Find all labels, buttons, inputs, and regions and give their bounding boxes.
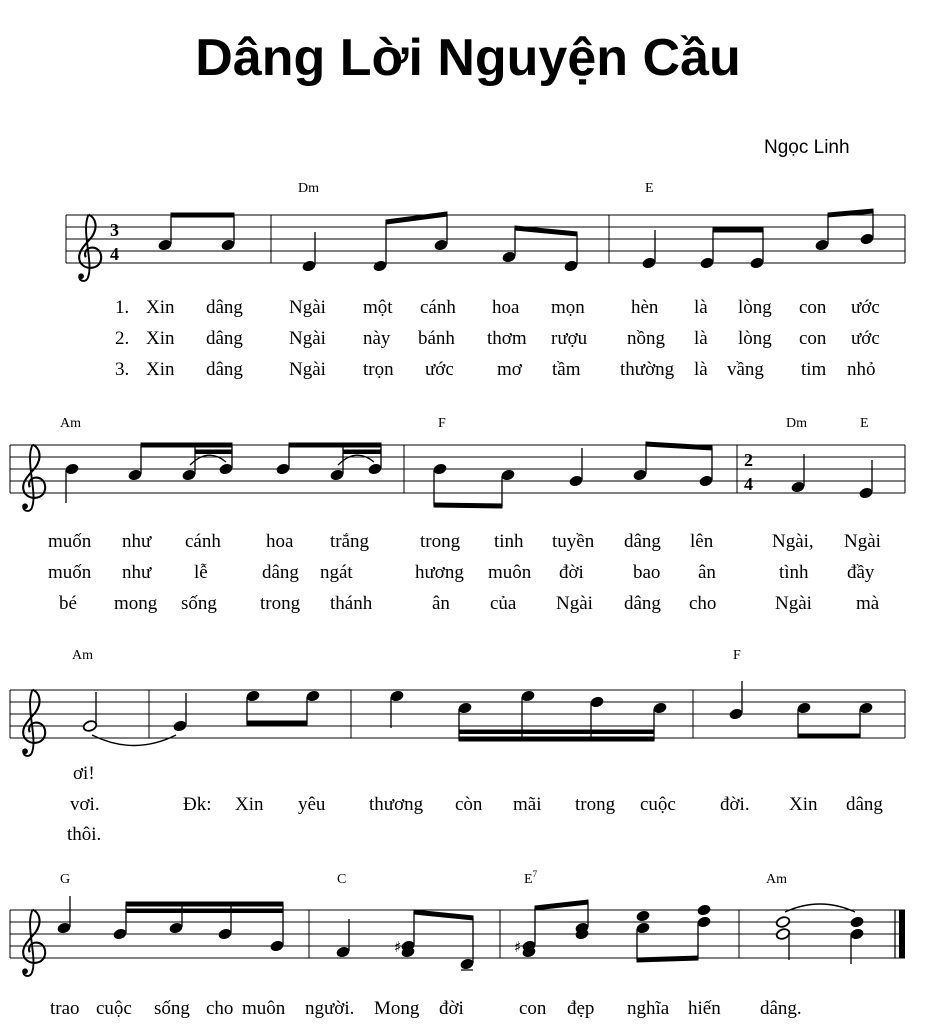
- lyric-syllable: một: [363, 297, 393, 318]
- chord-symbol: F: [438, 416, 446, 431]
- lyric-syllable: tình: [779, 562, 809, 583]
- lyric-syllable: ơi!: [73, 763, 95, 784]
- chord-symbol: Am: [60, 416, 81, 431]
- lyric-syllable: tuyền: [552, 531, 595, 552]
- lyric-syllable: dâng: [206, 297, 243, 318]
- lyric-syllable: trong: [260, 593, 301, 614]
- lyric-syllable: Xin: [146, 359, 175, 380]
- lyric-syllable: Xin: [146, 328, 175, 349]
- chord-symbol: C: [337, 872, 347, 887]
- verse-1-line: [48, 531, 881, 552]
- chord-symbol: Dm: [298, 181, 319, 196]
- lyric-syllable: đẹp: [567, 998, 595, 1019]
- treble-clef: [22, 690, 45, 756]
- lyric-syllable: lòng: [738, 297, 772, 318]
- lyric-syllable: dâng: [624, 593, 661, 614]
- verse-3-line: [115, 359, 876, 380]
- lyric-syllable: là: [694, 328, 708, 349]
- lyric-syllable: trao: [50, 998, 80, 1019]
- lyric-syllable: ước: [851, 297, 880, 318]
- lyric-syllable: đời: [439, 998, 464, 1019]
- lyric-syllable: của: [490, 593, 517, 614]
- lyric-syllable: nghĩa: [627, 998, 670, 1019]
- chord-symbol: E: [645, 181, 654, 196]
- time-signature-change-top: 2: [744, 450, 753, 470]
- lyric-syllable: Ngài: [289, 297, 326, 318]
- chord-extension: 7: [532, 869, 538, 879]
- staff-line-group-2: [10, 445, 905, 493]
- lyric-syllable: 2.: [115, 328, 130, 349]
- verse-2-line: [115, 328, 880, 349]
- lyric-syllable: trong: [420, 531, 461, 552]
- notes-staff-4: [57, 896, 864, 970]
- lyrics-system-1: [115, 297, 880, 380]
- lyric-syllable: muốn: [48, 562, 92, 583]
- lyrics-system-2: [48, 531, 881, 614]
- treble-clef: [78, 215, 101, 281]
- chord-symbol: G: [60, 872, 71, 887]
- lyric-syllable: thôi.: [67, 824, 102, 845]
- lyric-syllable: con: [519, 998, 547, 1019]
- lyric-syllable: ước: [425, 359, 454, 380]
- lyric-syllable: dâng: [206, 328, 243, 349]
- lyric-syllable: là: [694, 359, 708, 380]
- lyric-syllable: muôn: [242, 998, 286, 1019]
- lyric-syllable: lòng: [738, 328, 772, 349]
- lyric-syllable: bánh: [418, 328, 455, 349]
- notes-staff-3: [82, 681, 873, 746]
- lyric-syllable: trọn: [363, 359, 394, 380]
- lyric-syllable: con: [799, 328, 827, 349]
- lyrics-system-4: [50, 998, 802, 1019]
- lyric-syllable: hoa: [266, 531, 294, 552]
- lyric-syllable: cuộc: [96, 998, 132, 1019]
- lyric-syllable: lễ: [194, 562, 208, 583]
- chord-symbol: Am: [766, 872, 787, 887]
- lyric-syllable: 1.: [115, 297, 130, 318]
- chord-root: E: [524, 872, 533, 887]
- lyric-syllable: Ngài: [775, 593, 812, 614]
- lyric-syllable: vơi.: [70, 794, 100, 815]
- lyric-syllable: trắng: [330, 531, 370, 552]
- lyric-syllable: yêu: [298, 794, 326, 815]
- lyric-syllable: sống: [154, 998, 190, 1019]
- lyric-syllable: hèn: [631, 297, 659, 318]
- lyric-syllable: hương: [415, 562, 464, 583]
- lyric-syllable: hoa: [492, 297, 520, 318]
- lyric-syllable: là: [694, 297, 708, 318]
- lyric-syllable: đầy: [847, 562, 875, 583]
- lyric-syllable: ân: [432, 593, 450, 614]
- lyric-syllable: cho: [689, 593, 717, 614]
- chord-symbol: [524, 869, 538, 887]
- lyric-syllable: lên: [690, 531, 714, 552]
- chord-symbol: Dm: [786, 416, 807, 431]
- lyric-syllable: cánh: [420, 297, 456, 318]
- time-signature-bottom: 4: [110, 244, 119, 264]
- lyric-syllable: đời.: [720, 794, 750, 815]
- lyric-syllable: ước: [851, 328, 880, 349]
- lyric-syllable: cánh: [185, 531, 221, 552]
- lyric-syllable: trong: [575, 794, 616, 815]
- lyric-syllable: tầm: [552, 359, 581, 380]
- lyric-syllable: tinh: [494, 531, 524, 552]
- lyric-syllable: như: [122, 531, 152, 552]
- lyric-syllable: Đk:: [183, 794, 212, 815]
- lyric-syllable: 3.: [115, 359, 130, 380]
- lyric-syllable: này: [363, 328, 391, 349]
- lyric-syllable: dâng.: [760, 998, 802, 1019]
- lyric-syllable: rượu: [551, 328, 588, 349]
- lyric-syllable: cho: [206, 998, 234, 1019]
- lyric-syllable: đời: [559, 562, 584, 583]
- lyric-syllable: sống: [181, 593, 217, 614]
- time-signature-top: 3: [110, 220, 119, 240]
- lyric-syllable: người.: [305, 998, 355, 1019]
- lyric-syllable: ngát: [320, 562, 353, 583]
- lyric-syllable: Ngài,: [772, 531, 814, 552]
- lyric-syllable: nồng: [627, 328, 665, 349]
- lyric-syllable: Ngài: [289, 328, 326, 349]
- staff-line-group-3: [10, 690, 905, 738]
- lyric-syllable: vầng: [727, 359, 764, 380]
- lyric-syllable: muôn: [488, 562, 532, 583]
- lyric-syllable: Ngài: [556, 593, 593, 614]
- lyric-syllable: mơ: [497, 359, 522, 380]
- verse-2-line: [70, 794, 883, 815]
- staff-line-group-1: [66, 215, 905, 263]
- lyric-syllable: Xin: [146, 297, 175, 318]
- lyric-syllable: mà: [856, 593, 880, 614]
- lyric-syllable: muốn: [48, 531, 92, 552]
- chord-symbol: E: [860, 416, 869, 431]
- lyrics-system-3: [67, 763, 883, 845]
- sharp-icon: ♯: [514, 938, 522, 956]
- lyric-syllable: Xin: [789, 794, 818, 815]
- lyric-syllable: thương: [369, 794, 424, 815]
- lyric-syllable: thường: [620, 359, 675, 380]
- sharp-icon: ♯: [394, 938, 402, 956]
- treble-clef: [22, 910, 45, 976]
- lyric-syllable: dâng: [624, 531, 661, 552]
- lyric-syllable: Xin: [235, 794, 264, 815]
- lyric-syllable: dâng: [262, 562, 299, 583]
- chord-symbol: F: [733, 648, 741, 663]
- lyric-syllable: mong: [114, 593, 158, 614]
- lyric-syllable: Ngài: [289, 359, 326, 380]
- lyric-syllable: tim: [801, 359, 827, 380]
- lyric-syllable: còn: [455, 794, 483, 815]
- lyric-syllable: hiến: [688, 998, 721, 1019]
- lyric-syllable: Mong: [374, 998, 420, 1019]
- lyric-syllable: mãi: [513, 794, 542, 815]
- composer-name: Ngọc Linh: [764, 137, 850, 158]
- lyric-syllable: mọn: [551, 297, 585, 318]
- verse-1-line: [73, 763, 95, 784]
- lyric-syllable: bao: [633, 562, 661, 583]
- lyric-syllable: thơm: [487, 328, 527, 349]
- time-signature-change-bottom: 4: [744, 474, 753, 494]
- chord-symbol: Am: [72, 648, 93, 663]
- lyric-syllable: con: [799, 297, 827, 318]
- verse-3-line: [59, 593, 880, 614]
- lyric-syllable: bé: [59, 593, 77, 614]
- lyric-syllable: cuộc: [640, 794, 676, 815]
- lyric-syllable: Ngài: [844, 531, 881, 552]
- verse-3-line: [67, 824, 101, 845]
- lyric-syllable: nhỏ: [847, 359, 876, 380]
- lyric-syllable: dâng: [206, 359, 243, 380]
- page-title: Dâng Lời Nguyện Cầu: [195, 29, 741, 87]
- verse-1-line: [115, 297, 880, 318]
- lyric-syllable: dâng: [846, 794, 883, 815]
- lyric-syllable: như: [122, 562, 152, 583]
- lyric-syllable: thánh: [330, 593, 373, 614]
- lyric-syllable: ân: [698, 562, 716, 583]
- verse-2-line: [48, 562, 875, 583]
- treble-clef: [22, 445, 45, 511]
